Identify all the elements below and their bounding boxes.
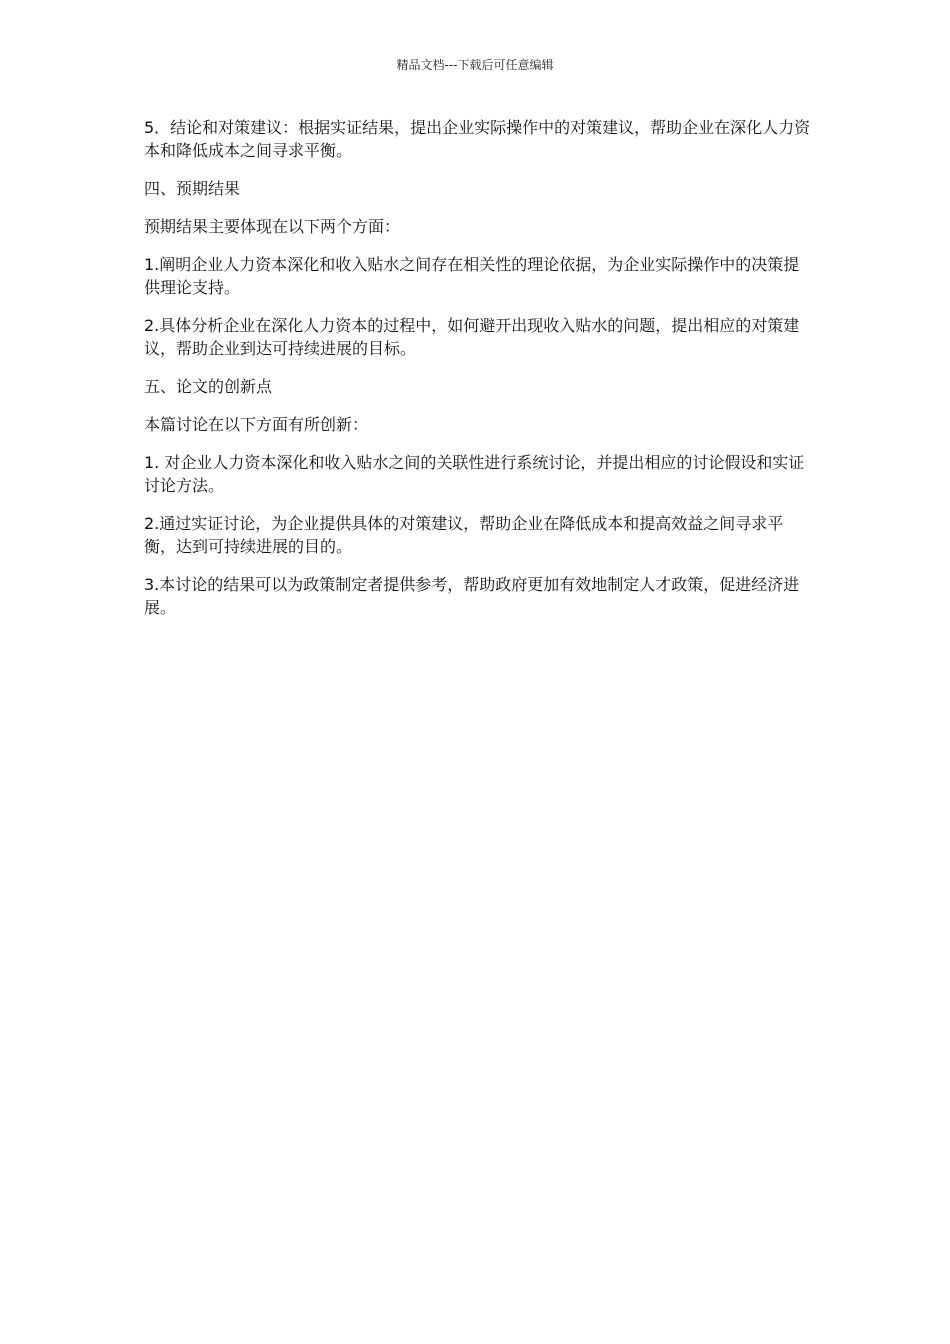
paragraph-expected-results-intro: 预期结果主要体现在以下两个方面： <box>144 217 401 236</box>
document-body <box>144 116 814 634</box>
paragraph-expected-result-1: 1.阐明企业人力资本深化和收入贴水之间存在相关性的理论依据，为企业实际操作中的决策提供理论支持。 <box>144 255 800 297</box>
paragraph-innovation-2: 2.通过实证讨论，为企业提供具体的对策建议，帮助企业在降低成本和提高效益之间寻求平衡，达到可持续进展的目的。 <box>144 514 784 556</box>
paragraph-innovations-intro: 本篇讨论在以下方面有所创新： <box>144 415 369 434</box>
section-heading-innovations: 五、论文的创新点 <box>144 377 273 396</box>
paragraph-innovation-3: 3.本讨论的结果可以为政策制定者提供参考，帮助政府更加有效地制定人才政策，促进经济进展。 <box>144 575 800 617</box>
paragraph-innovation-1: 1. 对企业人力资本深化和收入贴水之间的关联性进行系统讨论，并提出相应的讨论假设和实证讨论方法。 <box>144 453 805 495</box>
section-heading-expected-results: 四、预期结果 <box>144 179 241 198</box>
page-header: 精品文档---下载后可任意编辑 <box>396 58 554 72</box>
paragraph-conclusion-suggestions: 5．结论和对策建议：根据实证结果，提出企业实际操作中的对策建议，帮助企业在深化人力资本和降低成本之间寻求平衡。 <box>144 118 811 160</box>
paragraph-expected-result-2: 2.具体分析企业在深化人力资本的过程中，如何避开出现收入贴水的问题，提出相应的对策建议，帮助企业到达可持续进展的目标。 <box>144 316 800 358</box>
